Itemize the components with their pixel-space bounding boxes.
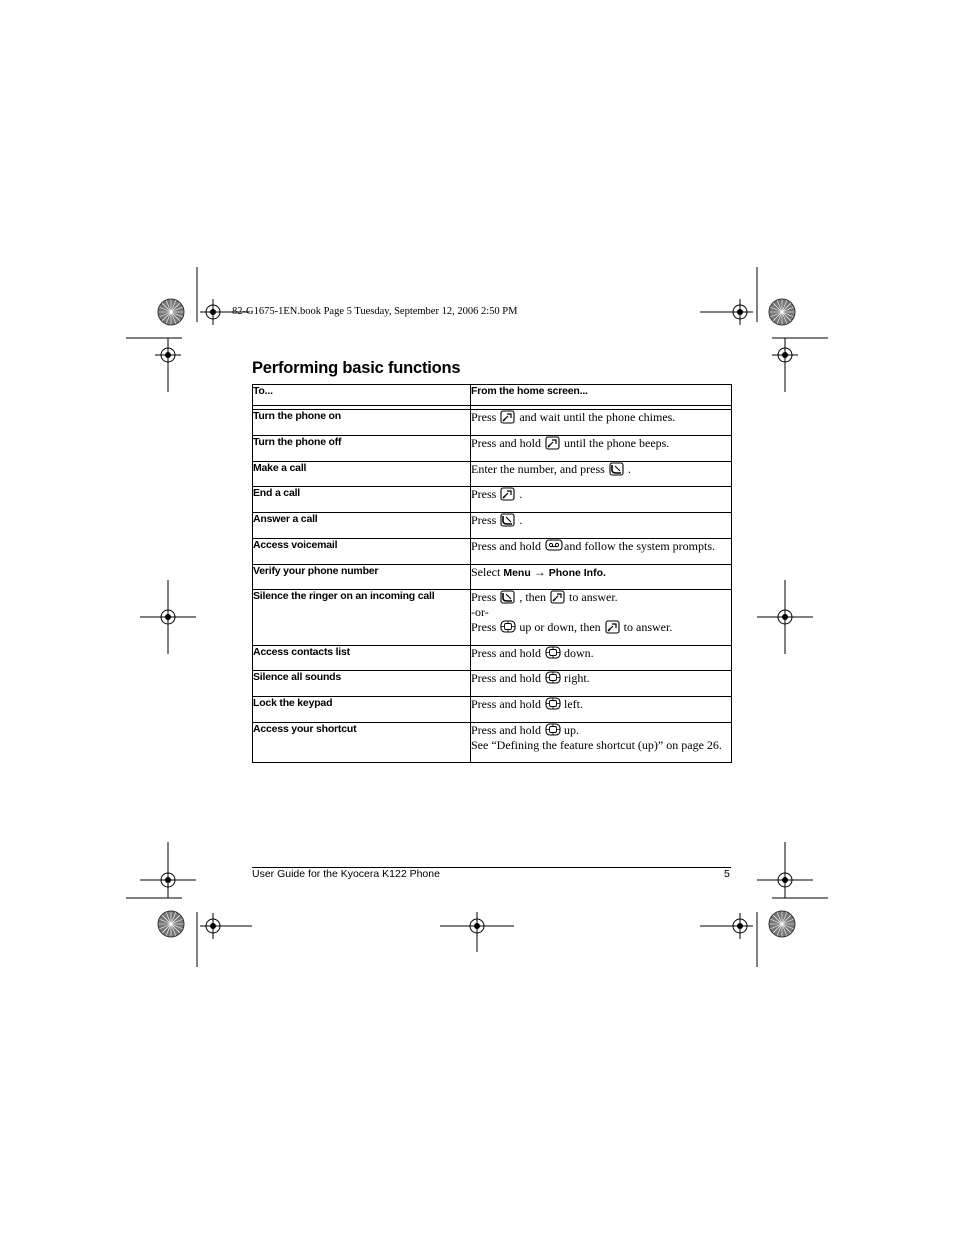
instruction-text: down. xyxy=(564,646,594,660)
instruction-text: Press and hold xyxy=(471,697,541,711)
instruction-cell xyxy=(471,671,732,697)
table-row xyxy=(253,565,732,590)
instruction-text: Press xyxy=(471,620,497,634)
task-cell: Verify your phone number xyxy=(253,565,471,590)
task-cell: Answer a call xyxy=(253,513,471,539)
task-cell: Access voicemail xyxy=(253,539,471,565)
instruction-text: right. xyxy=(564,671,590,685)
instruction-text: left. xyxy=(564,697,583,711)
instruction-cell xyxy=(471,723,732,763)
end-key-icon xyxy=(500,487,515,501)
menu-path-item: Menu xyxy=(503,567,531,579)
end-key-icon xyxy=(545,436,560,450)
table-row xyxy=(253,462,732,487)
instruction-cell xyxy=(471,410,732,436)
table-row xyxy=(253,646,732,671)
instruction-text: Press xyxy=(471,513,497,527)
end-key-icon xyxy=(550,590,565,604)
nav-key-icon xyxy=(545,671,560,685)
nav-key-icon xyxy=(500,620,515,634)
table-row xyxy=(253,539,732,565)
instruction-cell xyxy=(471,697,732,723)
instruction-cell xyxy=(471,646,732,671)
instruction-cell xyxy=(471,462,732,487)
table-header-row xyxy=(253,385,732,406)
instruction-text: until the phone beeps. xyxy=(564,436,670,450)
table-row xyxy=(253,513,732,539)
send-key-icon xyxy=(500,513,515,527)
task-cell: Silence all sounds xyxy=(253,671,471,697)
instruction-text: . xyxy=(627,462,631,476)
instruction-line xyxy=(471,605,731,620)
nav-key-icon xyxy=(545,646,560,660)
task-cell: Make a call xyxy=(253,462,471,487)
instruction-cell xyxy=(471,436,732,462)
instruction-text: Enter the number, and press xyxy=(471,462,605,476)
functions-table xyxy=(252,384,732,763)
table-row xyxy=(253,723,732,763)
instruction-text: to answer. xyxy=(569,590,618,604)
page-number: 5 xyxy=(724,868,730,880)
instruction-cell xyxy=(471,487,732,513)
instruction-text: Press and hold xyxy=(471,539,541,553)
arrow-icon: → xyxy=(533,565,546,579)
instruction-cell xyxy=(471,565,732,590)
instruction-line xyxy=(471,723,731,738)
instruction-text: Press xyxy=(471,590,497,604)
task-cell: Turn the phone off xyxy=(253,436,471,462)
task-cell: Silence the ringer on an incoming call xyxy=(253,590,471,646)
menu-path-item: Phone Info. xyxy=(548,567,606,579)
task-cell: Turn the phone on xyxy=(253,410,471,436)
table-row xyxy=(253,410,732,436)
page-title: Performing basic functions xyxy=(252,359,461,377)
instruction-text: -or- xyxy=(471,605,489,619)
instruction-text: . xyxy=(519,487,523,501)
instruction-text: and wait until the phone chimes. xyxy=(519,410,676,424)
instruction-cell xyxy=(471,539,732,565)
table-row xyxy=(253,436,732,462)
instruction-text: , then xyxy=(519,590,547,604)
instruction-text: Press xyxy=(471,487,497,501)
task-cell: Lock the keypad xyxy=(253,697,471,723)
print-header: 82-G1675-1EN.book Page 5 Tuesday, September 12, 2006 2:50 PM xyxy=(232,306,518,317)
instruction-text: See “Defining the feature shortcut (up)” on page 26. xyxy=(471,738,722,752)
instruction-text: Select xyxy=(471,565,501,579)
instruction-cell xyxy=(471,590,732,646)
table-row xyxy=(253,487,732,513)
instruction-text: . xyxy=(519,513,523,527)
voicemail-key-icon xyxy=(545,539,560,553)
table-row xyxy=(253,590,732,646)
instruction-text: up or down, then xyxy=(519,620,601,634)
column-header-instructions: From the home screen... xyxy=(471,385,732,406)
table-row xyxy=(253,671,732,697)
table-row xyxy=(253,697,732,723)
instruction-cell xyxy=(471,513,732,539)
send-key-icon xyxy=(500,590,515,604)
end-key-icon xyxy=(605,620,620,634)
instruction-text: to answer. xyxy=(623,620,673,634)
instruction-text: Press and hold xyxy=(471,646,541,660)
instruction-text: Press xyxy=(471,410,497,424)
instruction-text: Press and hold xyxy=(471,723,541,737)
column-header-task: To... xyxy=(253,385,471,406)
instruction-line xyxy=(471,620,731,635)
send-key-icon xyxy=(609,462,624,476)
task-cell: End a call xyxy=(253,487,471,513)
end-key-icon xyxy=(500,410,515,424)
task-cell: Access your shortcut xyxy=(253,723,471,763)
task-cell: Access contacts list xyxy=(253,646,471,671)
instruction-text: Press and hold xyxy=(471,671,541,685)
instruction-line xyxy=(471,738,731,753)
footer-text: User Guide for the Kyocera K122 Phone xyxy=(252,868,440,880)
instruction-text: and follow the system prompts. xyxy=(564,539,715,553)
nav-key-icon xyxy=(545,723,560,737)
instruction-text: Press and hold xyxy=(471,436,541,450)
instruction-text: up. xyxy=(564,723,579,737)
instruction-line xyxy=(471,590,731,605)
nav-key-icon xyxy=(545,697,560,711)
